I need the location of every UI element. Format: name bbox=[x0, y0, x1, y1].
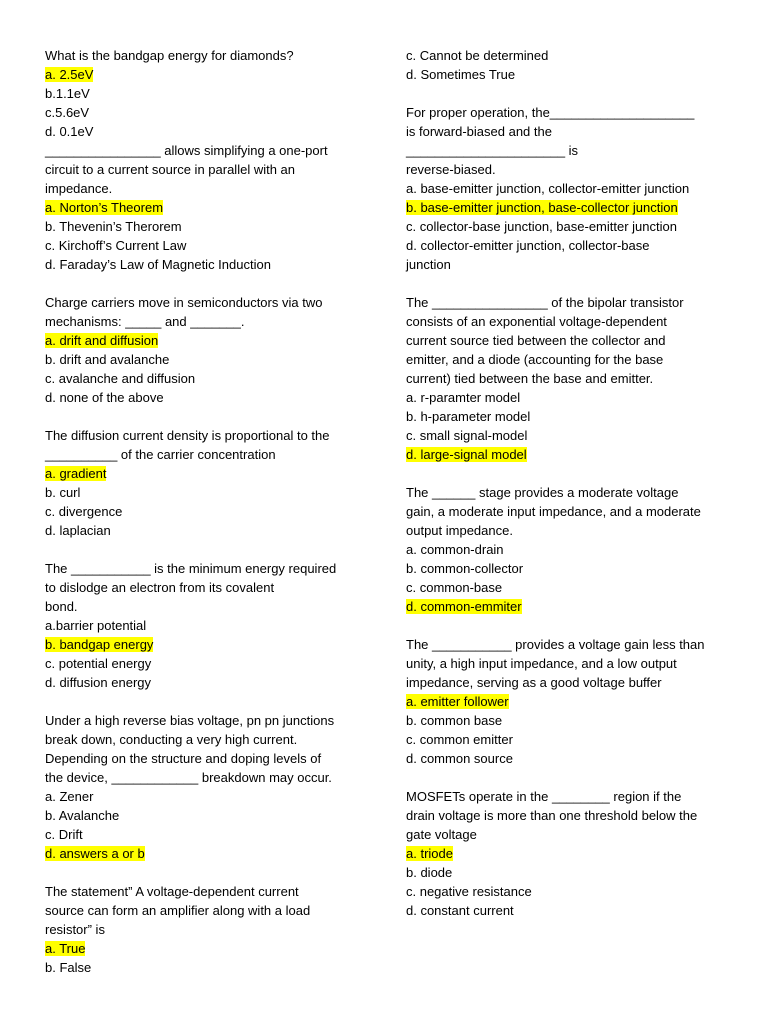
blank-line bbox=[45, 863, 365, 882]
text-line bbox=[45, 103, 365, 122]
line-text: mechanisms: _____ and _______. bbox=[45, 314, 245, 329]
highlighted-answer-line bbox=[45, 65, 365, 84]
text-line bbox=[406, 312, 736, 331]
text-line bbox=[406, 331, 736, 350]
text-line bbox=[45, 882, 365, 901]
highlighted-answer-line bbox=[406, 198, 736, 217]
text-line bbox=[45, 141, 365, 160]
line-text: c. collector-base junction, base-emitter junction bbox=[406, 219, 677, 234]
text-line bbox=[406, 388, 736, 407]
correct-answer-text: a. True bbox=[45, 941, 86, 956]
line-text: c.5.6eV bbox=[45, 105, 90, 120]
line-text: c. Drift bbox=[45, 827, 83, 842]
highlighted-answer-line bbox=[406, 597, 736, 616]
line-text: c. Cannot be determined bbox=[406, 48, 549, 63]
line-text: The statement” A voltage-dependent current bbox=[45, 884, 299, 899]
line-text: Depending on the structure and doping levels of bbox=[45, 751, 322, 766]
line-text: c. common-base bbox=[406, 580, 503, 595]
text-line bbox=[406, 787, 736, 806]
text-line bbox=[45, 901, 365, 920]
line-text: b. Thevenin’s Therorem bbox=[45, 219, 182, 234]
text-line bbox=[45, 255, 365, 274]
blank-line bbox=[406, 274, 736, 293]
correct-answer-text: a. triode bbox=[406, 846, 453, 861]
line-text: d. Sometimes True bbox=[406, 67, 516, 82]
line-text: Charge carriers move in semiconductors via two bbox=[45, 295, 323, 310]
line-text: gate voltage bbox=[406, 827, 477, 842]
text-line bbox=[45, 654, 365, 673]
text-line bbox=[45, 673, 365, 692]
text-line bbox=[45, 502, 365, 521]
line-text: The ___________ is the minimum energy required bbox=[45, 561, 337, 576]
line-text: source can form an amplifier along with a load bbox=[45, 903, 311, 918]
line-text: a. base-emitter junction, collector-emitter junction bbox=[406, 181, 690, 196]
highlighted-answer-line bbox=[45, 464, 365, 483]
text-line bbox=[406, 806, 736, 825]
text-line bbox=[45, 122, 365, 141]
line-text: d. common source bbox=[406, 751, 513, 766]
line-text: __________ of the carrier concentration bbox=[45, 447, 276, 462]
line-text: a. r-paramter model bbox=[406, 390, 521, 405]
line-text: b. common-collector bbox=[406, 561, 524, 576]
text-line bbox=[406, 540, 736, 559]
line-text: The diffusion current density is proportional to the bbox=[45, 428, 330, 443]
text-line bbox=[45, 160, 365, 179]
line-text: consists of an exponential voltage-dependent bbox=[406, 314, 667, 329]
highlighted-answer-line bbox=[45, 331, 365, 350]
correct-answer-text: d. answers a or b bbox=[45, 846, 145, 861]
text-line bbox=[406, 236, 736, 255]
correct-answer-text: a. gradient bbox=[45, 466, 107, 481]
line-text: c. divergence bbox=[45, 504, 123, 519]
correct-answer-text: a. emitter follower bbox=[406, 694, 509, 709]
text-line bbox=[406, 901, 736, 920]
correct-answer-text: a. Norton’s Theorem bbox=[45, 200, 164, 215]
blank-line bbox=[406, 616, 736, 635]
blank-line bbox=[406, 84, 736, 103]
line-text: reverse-biased. bbox=[406, 162, 496, 177]
text-line bbox=[45, 46, 365, 65]
text-line bbox=[406, 483, 736, 502]
line-text: b. False bbox=[45, 960, 92, 975]
text-line bbox=[45, 388, 365, 407]
blank-line bbox=[406, 464, 736, 483]
text-line bbox=[406, 711, 736, 730]
line-text: a. common-drain bbox=[406, 542, 504, 557]
text-line bbox=[406, 521, 736, 540]
highlighted-answer-line bbox=[45, 844, 365, 863]
correct-answer-text: d. common-emmiter bbox=[406, 599, 522, 614]
line-text: current source tied between the collector and bbox=[406, 333, 666, 348]
text-line bbox=[406, 749, 736, 768]
text-line bbox=[45, 787, 365, 806]
text-line bbox=[406, 863, 736, 882]
correct-answer-text: a. drift and diffusion bbox=[45, 333, 159, 348]
line-text: d. laplacian bbox=[45, 523, 111, 538]
text-line bbox=[406, 160, 736, 179]
highlighted-answer-line bbox=[406, 844, 736, 863]
line-text: b. drift and avalanche bbox=[45, 352, 170, 367]
text-line bbox=[406, 350, 736, 369]
line-text: d. constant current bbox=[406, 903, 514, 918]
text-line bbox=[406, 141, 736, 160]
correct-answer-text: b. bandgap energy bbox=[45, 637, 154, 652]
text-line bbox=[406, 559, 736, 578]
line-text: d. diffusion energy bbox=[45, 675, 151, 690]
line-text: a.barrier potential bbox=[45, 618, 147, 633]
line-text: gain, a moderate input impedance, and a moderate bbox=[406, 504, 701, 519]
line-text: d. 0.1eV bbox=[45, 124, 94, 139]
line-text: impedance. bbox=[45, 181, 113, 196]
line-text: drain voltage is more than one threshold below the bbox=[406, 808, 698, 823]
text-line bbox=[45, 312, 365, 331]
text-line bbox=[45, 84, 365, 103]
line-text: b. common base bbox=[406, 713, 503, 728]
line-text: output impedance. bbox=[406, 523, 513, 538]
text-line bbox=[45, 958, 365, 977]
text-line bbox=[406, 825, 736, 844]
highlighted-answer-line bbox=[45, 635, 365, 654]
blank-line bbox=[45, 407, 365, 426]
highlighted-answer-line bbox=[406, 445, 736, 464]
highlighted-answer-line bbox=[406, 692, 736, 711]
line-text: ______________________ is bbox=[406, 143, 579, 158]
line-text: bond. bbox=[45, 599, 78, 614]
line-text: c. potential energy bbox=[45, 656, 152, 671]
line-text: b. h-parameter model bbox=[406, 409, 531, 424]
blank-line bbox=[45, 692, 365, 711]
text-line bbox=[406, 426, 736, 445]
text-line bbox=[406, 179, 736, 198]
text-line bbox=[45, 521, 365, 540]
line-text: Under a high reverse bias voltage, pn pn junctions bbox=[45, 713, 335, 728]
text-line bbox=[45, 445, 365, 464]
text-line bbox=[406, 293, 736, 312]
text-line bbox=[45, 597, 365, 616]
text-line bbox=[45, 825, 365, 844]
line-text: For proper operation, the____________________ bbox=[406, 105, 695, 120]
text-line bbox=[406, 673, 736, 692]
line-text: c. avalanche and diffusion bbox=[45, 371, 196, 386]
text-line bbox=[406, 578, 736, 597]
text-line bbox=[406, 46, 736, 65]
text-line bbox=[45, 806, 365, 825]
line-text: impedance, serving as a good voltage buffer bbox=[406, 675, 662, 690]
line-text: The ________________ of the bipolar transistor bbox=[406, 295, 684, 310]
line-text: b. Avalanche bbox=[45, 808, 120, 823]
text-line bbox=[406, 407, 736, 426]
line-text: d. Faraday’s Law of Magnetic Induction bbox=[45, 257, 271, 272]
text-line bbox=[45, 749, 365, 768]
text-line bbox=[45, 350, 365, 369]
line-text: unity, a high input impedance, and a low output bbox=[406, 656, 677, 671]
line-text: emitter, and a diode (accounting for the base bbox=[406, 352, 664, 367]
line-text: a. Zener bbox=[45, 789, 94, 804]
line-text: b. curl bbox=[45, 485, 81, 500]
text-line bbox=[406, 635, 736, 654]
line-text: to dislodge an electron from its covalent bbox=[45, 580, 275, 595]
text-line bbox=[406, 122, 736, 141]
text-line bbox=[406, 217, 736, 236]
text-line bbox=[406, 882, 736, 901]
text-line bbox=[45, 711, 365, 730]
text-line bbox=[406, 103, 736, 122]
line-text: What is the bandgap energy for diamonds? bbox=[45, 48, 294, 63]
line-text: MOSFETs operate in the ________ region if the bbox=[406, 789, 682, 804]
left-column bbox=[45, 46, 365, 977]
line-text: circuit to a current source in parallel with an bbox=[45, 162, 296, 177]
line-text: current) tied between the base and emitter. bbox=[406, 371, 654, 386]
line-text: is forward-biased and the bbox=[406, 124, 552, 139]
text-line bbox=[406, 369, 736, 388]
line-text: the device, ____________ breakdown may occur. bbox=[45, 770, 332, 785]
text-line bbox=[45, 369, 365, 388]
text-line bbox=[45, 920, 365, 939]
correct-answer-text: d. large-signal model bbox=[406, 447, 527, 462]
line-text: break down, conducting a very high current. bbox=[45, 732, 298, 747]
line-text: d. none of the above bbox=[45, 390, 164, 405]
text-line bbox=[45, 426, 365, 445]
text-line bbox=[45, 730, 365, 749]
line-text: The ___________ provides a voltage gain less than bbox=[406, 637, 705, 652]
blank-line bbox=[45, 540, 365, 559]
text-line bbox=[45, 768, 365, 787]
line-text: c. common emitter bbox=[406, 732, 513, 747]
text-line bbox=[45, 578, 365, 597]
text-line bbox=[45, 236, 365, 255]
text-line bbox=[406, 730, 736, 749]
text-line bbox=[406, 502, 736, 521]
right-column bbox=[406, 46, 736, 920]
text-line bbox=[45, 559, 365, 578]
blank-line bbox=[406, 768, 736, 787]
text-line bbox=[45, 616, 365, 635]
text-line bbox=[45, 217, 365, 236]
line-text: c. negative resistance bbox=[406, 884, 532, 899]
line-text: The ______ stage provides a moderate voltage bbox=[406, 485, 679, 500]
line-text: junction bbox=[406, 257, 451, 272]
highlighted-answer-line bbox=[45, 198, 365, 217]
line-text: c. small signal-model bbox=[406, 428, 528, 443]
line-text: d. collector-emitter junction, collector-base bbox=[406, 238, 650, 253]
correct-answer-text: a. 2.5eV bbox=[45, 67, 94, 82]
highlighted-answer-line bbox=[45, 939, 365, 958]
text-line bbox=[406, 255, 736, 274]
line-text: resistor” is bbox=[45, 922, 105, 937]
text-line bbox=[406, 65, 736, 84]
line-text: b.1.1eV bbox=[45, 86, 90, 101]
text-line bbox=[406, 654, 736, 673]
text-line bbox=[45, 483, 365, 502]
text-line bbox=[45, 179, 365, 198]
line-text: c. Kirchoff’s Current Law bbox=[45, 238, 187, 253]
line-text: ________________ allows simplifying a one-port bbox=[45, 143, 328, 158]
blank-line bbox=[45, 274, 365, 293]
line-text: b. diode bbox=[406, 865, 453, 880]
correct-answer-text: b. base-emitter junction, base-collector junction bbox=[406, 200, 678, 215]
text-line bbox=[45, 293, 365, 312]
